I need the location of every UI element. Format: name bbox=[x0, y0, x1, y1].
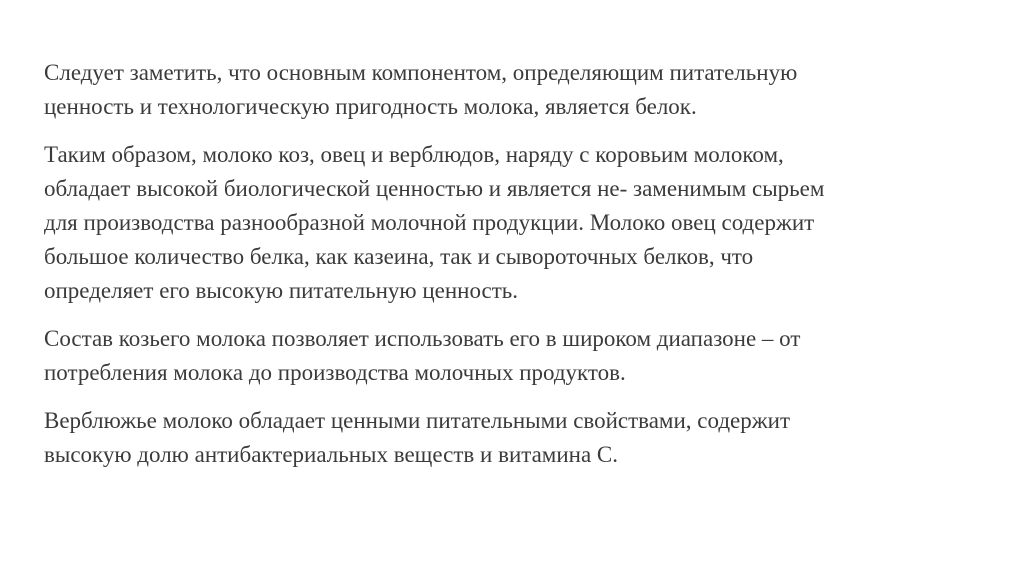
paragraph-milk-value: Таким образом, молоко коз, овец и верблюдов, наряду с коровьим молоком, обладает высокой биологической ценностью и является не- заменимым сырьем для производства разнообразной молочной продукции. Молоко овец содержит большое количество белка, как казеина, так и сывороточных белков, что определяет его высокую питательную ценность. bbox=[44, 142, 825, 303]
slide-body bbox=[44, 56, 984, 486]
paragraph-protein: Следует заметить, что основным компонентом, определяющим питательную ценность и технологическую пригодность молока, является белок. bbox=[44, 60, 798, 119]
paragraph-camel-milk: Верблюжье молоко обладает ценными питательными свойствами, содержит высокую долю антибактериальных веществ и витамина С. bbox=[44, 408, 791, 467]
paragraph-goat-milk: Состав козьего молока позволяет использовать его в широком диапазоне – от потребления молока до производства молочных продуктов. bbox=[44, 326, 801, 385]
